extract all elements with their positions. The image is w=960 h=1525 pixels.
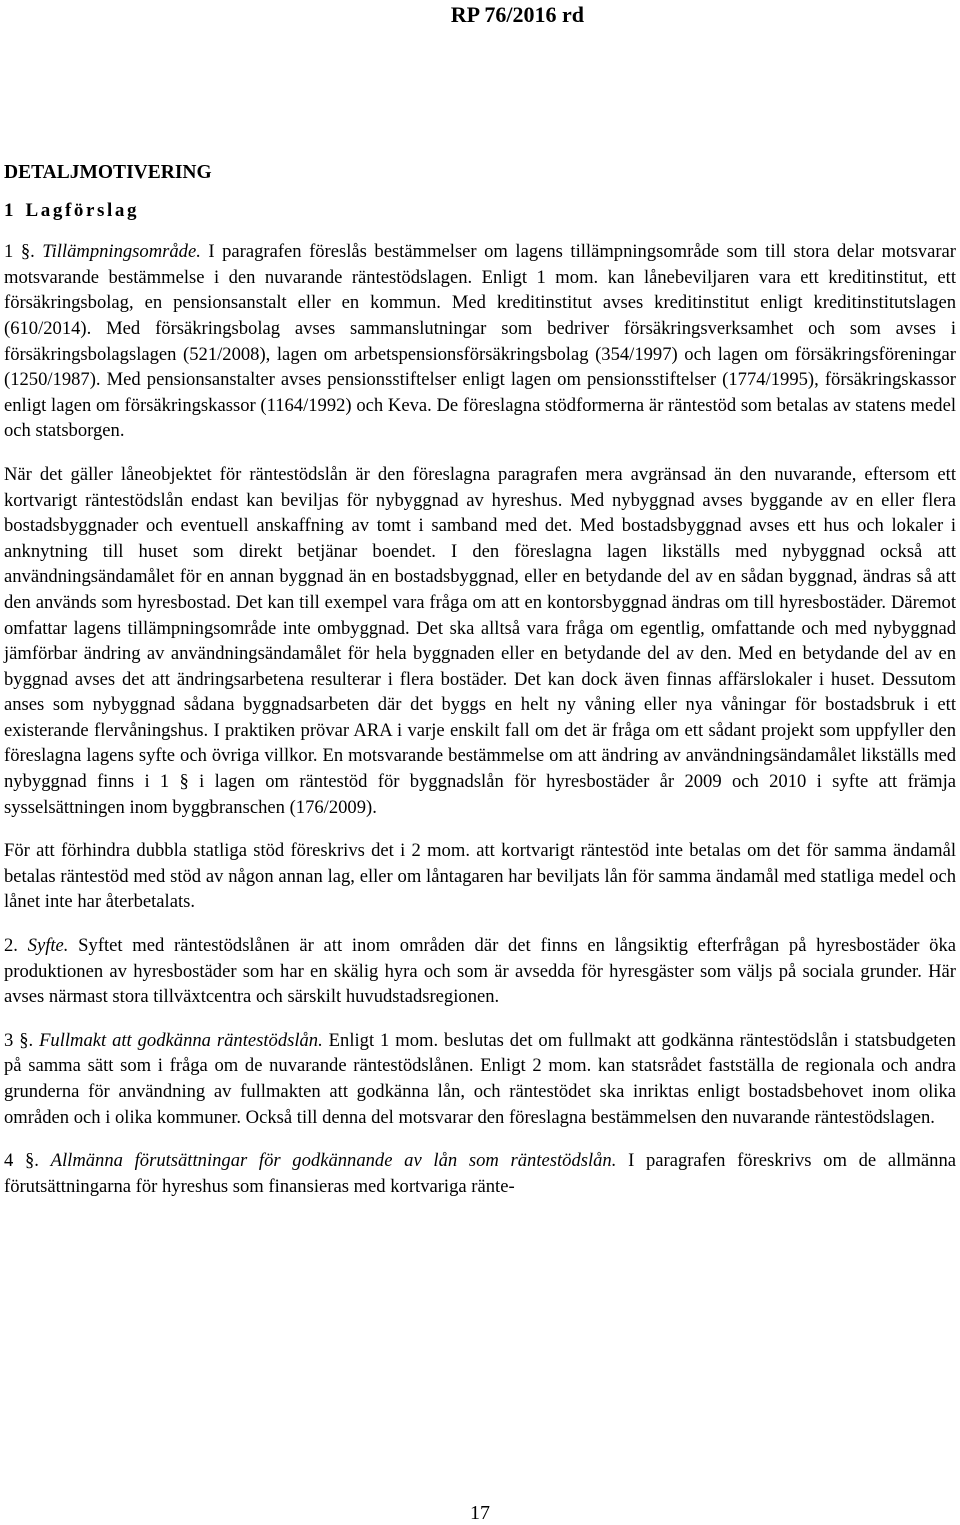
paragraph-3 (4, 1028, 956, 1130)
paragraph-text-block: För att förhindra dubbla statliga stöd föreskrivs det i 2 mom. att kortvarigt räntestöd inte betalas om det för samma ändamål betalas räntestöd med stöd av någon annan lag, eller om låntagaren har beviljats lån för samma ändamål med statliga medel och lånet inte har återbetalats. (4, 840, 956, 913)
document-body (4, 160, 956, 1217)
document-id: RP 76/2016 rd (450, 2, 584, 27)
paragraph-number: 1 (4, 241, 14, 263)
section-title: Lagförslag (25, 199, 140, 221)
section-number: 1 (4, 199, 14, 221)
paragraph-1 (4, 239, 956, 444)
page-number: 17 (470, 1502, 490, 1524)
section-sign: §. (24, 1150, 39, 1172)
paragraph-text: I paragrafen föreslås bestämmelser om lagens tillämpningsområde som till stora delar motsvarar motsvarande bestämmelse i den nuvarande räntestödslagen. Enligt 1 mom. kan lånebeviljaren vara ett kreditinstitut, ett försäkringsbolag, en pensionsanstalt eller en kommun. Med kreditinstitut avses kreditinstitut enligt kreditinstitutslagen (610/2014). Med försäkringsbolag avses sammanslutningar som bedriver försäkringsverksamhet och som avses i försäkringsbolagslagen (521/2008), lagen om arbetspensionsförsäkringsbolag (354/1997) och lagen om försäkringsföreningar (1250/1987). Med pensionsanstalter avses pensionsstiftelser enligt lagen om pensionsstiftelser (1774/1995), försäkringskassor enligt lagen om försäkringskassor (1164/1992) och Keva. De föreslagna stödformerna är räntestöd som betalas av statens medel och statsborgen. (4, 241, 956, 442)
paragraph-number: 3 (4, 1029, 14, 1051)
paragraph-number: 2 (4, 935, 14, 957)
page-title: DETALJMOTIVERING (4, 162, 212, 183)
section-sign: §. (19, 1029, 34, 1051)
paragraph-title: Syfte. (27, 935, 69, 957)
paragraph-title: Allmänna förutsättningar för godkännande av lån som räntestödslån. (50, 1150, 617, 1172)
paragraph-4 (4, 1148, 956, 1199)
paragraph-2 (4, 933, 956, 1010)
paragraph-number: 4 (4, 1150, 14, 1172)
section-heading (4, 198, 956, 224)
paragraph-text: Enligt 1 mom. beslutas det om fullmakt att godkänna räntestödslån i statsbudgeten på samma sätt som i fråga om de nuvarande räntestödslånen. Enligt 2 mom. kan statsrådet fastställa de regionala och andra grunderna för användning av fullmakten att godkänna lån, och räntestödet ska inriktas enligt bostadsbehovet inom olika områden och i olika kommuner. Också till denna del motsvarar den föreslagna bestämmelsen den nuvarande räntestödslagen. (4, 1029, 956, 1128)
paragraph-text: Syftet med räntestödslånen är att inom områden där det finns en långsiktig efterfrågan på hyresbostäder öka produktionen av hyresbostäder som har en skälig hyra och som är avsedda för hyresgäster som väljs på sociala grunder. Här avses närmast stora tillväxtcentra och särskilt huvudstadsregionen. (4, 935, 956, 1008)
paragraph-title: Tillämpningsområde. (42, 241, 201, 263)
paragraph-text: I paragrafen föreskrivs om de allmänna förutsättningarna för hyreshus som finansieras med kortvariga ränte- (4, 1150, 956, 1197)
section-sign: §. (20, 241, 35, 263)
section-sign: . (13, 935, 18, 957)
paragraph-title: Fullmakt att godkänna räntestödslån. (39, 1029, 323, 1051)
paragraph-text-block: När det gäller låneobjektet för räntestödslån är den föreslagna paragrafen mera avgränsad än den nuvarande, eftersom ett kortvarigt räntestödslån endast kan beviljas för nybyggnad av hyreshus. Med nybyggnad avses byggande av en eller flera bostadsbyggnader och eventuell anskaffning av tomt i samband med det. Med bostadsbyggnad avses ett hus och lokaler i anknytning till huset som direkt betjänar boendet. I den föreslagna lagen likställs med nybyggnad också att användningsändamålet för en annan byggnad än en bostadsbyggnad, eller en betydande del av en sådan byggnad, ändras så att den används som hyresbostad. Det kan till exempel vara fråga om att en kontorsbyggnad ändras om till hyresbostäder. Däremot omfattar lagens tillämpningsområde inte ombyggnad. Det ska alltså vara fråga om egentlig, omfattande och med nybyggnad jämförbar ändring av användningsändamålet för hela byggnaden eller en betydande del av den. Med en betydande del av en byggnad avses det att ändringsarbetena resulterar i flera bostäder. Det kan dock även finnas affärslokaler i huset. Dessutom anses som nybyggnad sådana byggnadsarbeten där det byggs en helt ny våning eller nya våningar för bostadsbruk i ett existerande flervåningshus. I praktiken prövar ARA i varje enskilt fall om det är fråga om ett sådant projekt som uppfyller den föreslagna lagens syfte och övriga villkor. En motsvarande bestämmelse om att ändring av användningsändamålet likställs med nybyggnad finns i 1 § i lagen om räntestöd för byggnadslån för hyresbostäder år 2009 och 2010 i syfte att främja sysselsättningen inom byggbranschen (176/2009). (4, 463, 956, 818)
